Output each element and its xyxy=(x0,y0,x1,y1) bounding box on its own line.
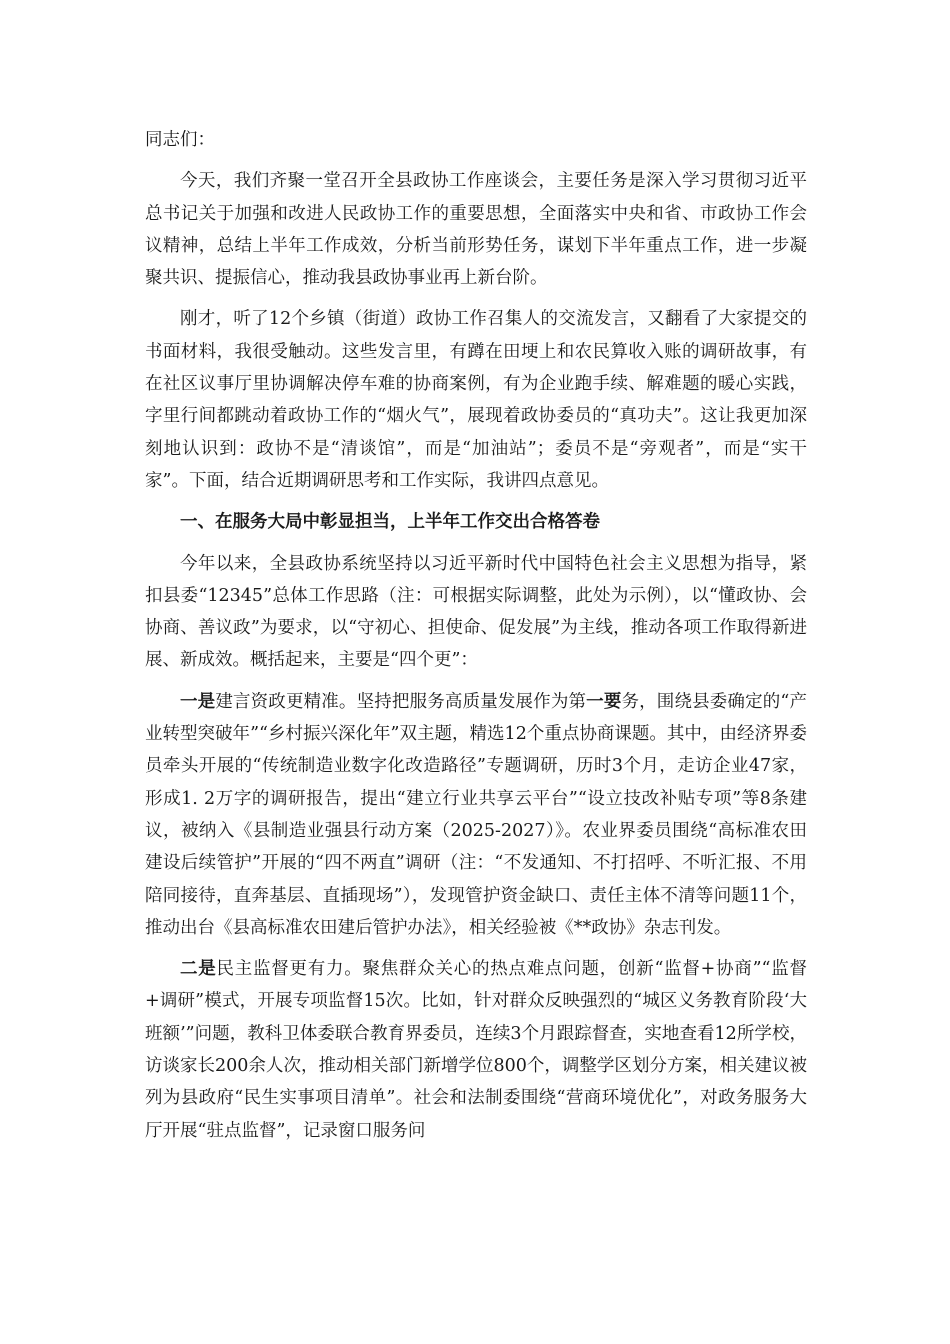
point-one-paragraph xyxy=(145,686,807,944)
point-two-text: 民主监督更有力。聚焦群众关心的热点难点问题，创新“监督+协商”“监督+调研”模式，开展专项监督15次。比如，针对群众反映强烈的“城区义务教育阶段‘大班额’”问题，教科卫体委联合教育界委员，连续3个月跟踪督查，实地查看12所学校，访谈家长200余人次，推动相关部门新增学位800个，调整学区划分方案，相关建议被列为县政府“民生实事项目清单”。社会和法制委围绕“营商环境优化”，对政务服务大厅开展“驻点监督”，记录窗口服务问 xyxy=(145,959,807,1141)
paragraph-opening: 今天，我们齐聚一堂召开全县政协工作座谈会，主要任务是深入学习贯彻习近平总书记关于加强和改进人民政协工作的重要思想，全面落实中央和省、市政协工作会议精神，总结上半年工作成效，分析当前形势任务，谋划下半年重点工作，进一步凝聚共识、提振信心，推动我县政协事业再上新台阶。 xyxy=(145,171,807,289)
salutation: 同志们： xyxy=(145,130,215,150)
section-intro: 今年以来，全县政协系统坚持以习近平新时代中国特色社会主义思想为指导，紧扣县委“12345”总体工作思路（注：可根据实际调整，此处为示例），以“懂政协、会协商、善议政”为要求，以“守初心、担使命、促发展”为主线，推动各项工作取得新进展、新成效。概括起来，主要是“四个更”： xyxy=(145,553,807,671)
point-two-lead: 二是 xyxy=(180,959,217,980)
point-one-lead: 一是 xyxy=(180,691,216,712)
paragraph-reflection: 刚才，听了12个乡镇（街道）政协工作召集人的交流发言，又翻看了大家提交的书面材料，我很受触动。这些发言里，有蹲在田埂上和农民算收入账的调研故事，有在社区议事厅里协调解决停车难的协商案例，有为企业跑手续、解难题的暖心实践，字里行间都跳动着政协工作的“烟火气”，展现着政协委员的“真功夫”。这让我更加深刻地认识到：政协不是“清谈馆”，而是“加油站”；委员不是“旁观者”，而是“实干家”。下面，结合近期调研思考和工作实际，我讲四点意见。 xyxy=(145,309,807,491)
section-heading: 一、在服务大局中彰显担当，上半年工作交出合格答卷 xyxy=(180,512,600,533)
point-two-paragraph xyxy=(145,953,807,1147)
point-one-text-a: 建言资政更精准。坚持把服务高质量发展作为第 xyxy=(215,691,587,712)
document-body xyxy=(145,124,807,1156)
point-one-emphasis: 一要 xyxy=(586,691,622,712)
point-one-text-b: 务，围绕县委确定的“产业转型突破年”“乡村振兴深化年”双主题，精选12个重点协商课题。其中，由经济界委员牵头开展的“传统制造业数字化改造路径”专题调研，历时3个月，走访企业47家，形成1. 2万字的调研报告，提出“建立行业共享云平台”“设立技改补贴专项”等8条建议，被纳入《县制造业强县行动方案（2025-2027）》。农业界委员围绕“高标准农田建设后续管护”开展的“四不两直”调研（注：“不发通知、不打招呼、不听汇报、不用陪同接待，直奔基层、直插现场”），发现管护资金缺口、责任主体不清等问题11个，推动出台《县高标准农田建后管护办法》，相关经验被《**政协》杂志刊发。 xyxy=(145,691,808,938)
